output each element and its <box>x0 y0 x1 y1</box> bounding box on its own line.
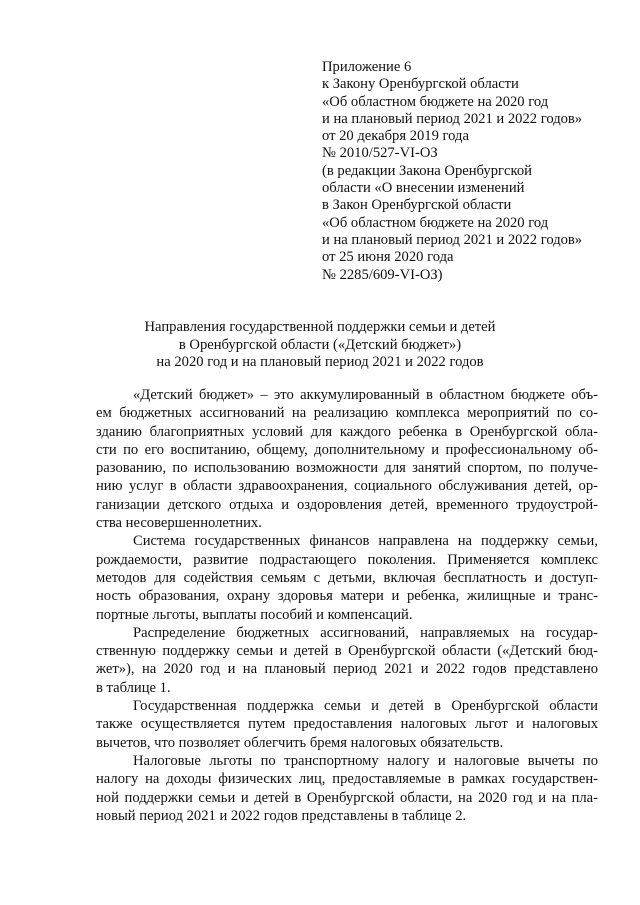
paragraph-tax-table <box>96 752 598 825</box>
paragraph-line: портные льготы, выплаты пособий и компенсаций. <box>96 606 413 623</box>
paragraph-line: ства несовершеннолетних. <box>96 515 262 532</box>
paragraph-line: рождаемости, развитие подрастающего поколения. Применяется комплекс <box>96 551 598 568</box>
paragraph-line: Распределение бюджетных ассигнований, направляемых на государ- <box>133 624 598 641</box>
paragraph-line: «Детский бюджет» – это аккумулированный в областном бюджете объ- <box>133 387 598 403</box>
title-line: на 2020 год и на плановый период 2021 и 2022 годов <box>156 354 484 371</box>
document-body <box>96 386 598 825</box>
appendix-line: Приложение 6 <box>322 59 412 75</box>
paragraph-allocation <box>96 624 598 697</box>
paragraph-line: жет»), на 2020 год и на плановый период 2021 и 2022 годов представлено <box>96 661 598 678</box>
appendix-header <box>322 59 622 284</box>
paragraph-line: также осуществляется путем предоставления налоговых льгот и налоговых <box>96 716 598 733</box>
appendix-line: (в редакции Закона Оренбургской <box>322 162 532 179</box>
appendix-line: области «О внесении изменений <box>322 180 525 197</box>
appendix-line: в Закон Оренбургской области <box>322 197 512 214</box>
paragraph-line: разованию, по использованию возможности для занятий спортом, по получе- <box>96 460 598 477</box>
paragraph-line: новый период 2021 и 2022 годов представлены в таблице 2. <box>96 807 467 824</box>
appendix-line: «Об областном бюджете на 2020 год <box>322 93 549 110</box>
appendix-line: и на плановый период 2021 и 2022 годов» <box>322 231 583 248</box>
appendix-line: № 2010/527-VI-ОЗ <box>322 145 438 162</box>
paragraph-line: в таблице 1. <box>96 679 171 696</box>
paragraph-line: ем бюджетных ассигнований на реализацию комплекса мероприятий по со- <box>96 405 598 422</box>
paragraph-line: Государственная поддержка семьи и детей в Оренбургской области <box>133 698 598 715</box>
paragraph-children-budget <box>96 386 598 532</box>
appendix-line: и на плановый период 2021 и 2022 годов» <box>322 110 583 127</box>
paragraph-line: методов для содействия семьям с детьми, включая бесплатность и доступ- <box>96 569 598 586</box>
paragraph-line: зданию благоприятных условий для каждого ребенка в Оренбургской обла- <box>96 423 598 440</box>
paragraph-finance-system <box>96 532 598 623</box>
paragraph-line: ганизации детского отдыха и оздоровления детей, временного трудоустрой- <box>96 496 598 513</box>
paragraph-line: сти по его воспитанию, общему, дополнительному и профессиональному об- <box>96 441 598 458</box>
appendix-line: от 20 декабря 2019 года <box>322 128 469 145</box>
title-line: в Оренбургской области («Детский бюджет») <box>178 336 462 353</box>
paragraph-line: вычетов, что позволяет облегчить бремя налоговых обязательств. <box>96 734 504 751</box>
appendix-line: «Об областном бюджете на 2020 год <box>322 214 549 231</box>
appendix-line: от 25 июня 2020 года <box>322 249 454 266</box>
appendix-line: к Закону Оренбургской области <box>322 76 519 93</box>
paragraph-tax-benefits <box>96 697 598 752</box>
paragraph-line: Система государственных финансов направлена на поддержку семьи, <box>133 533 598 550</box>
title-line: Направления государственной поддержки семьи и детей <box>144 319 496 335</box>
paragraph-line: ной поддержки семьи и детей в Оренбургской области, на 2020 год и на пла- <box>96 789 598 806</box>
paragraph-line: Налоговые льготы по транспортному налогу и налоговые вычеты по <box>133 752 598 769</box>
paragraph-line: ность образования, охрану здоровья матери и ребенка, жилищные и транс- <box>96 588 598 605</box>
paragraph-line: ственную поддержку семьи и детей в Оренбургской области («Детский бюд- <box>96 643 598 660</box>
document-title <box>100 319 540 372</box>
paragraph-line: нию услуг в области здравоохранения, социального обслуживания детей, ор- <box>96 478 598 495</box>
paragraph-line: налогу на доходы физических лиц, предоставляемые в рамках государствен- <box>96 771 598 788</box>
appendix-line: № 2285/609-VI-ОЗ) <box>322 266 443 283</box>
